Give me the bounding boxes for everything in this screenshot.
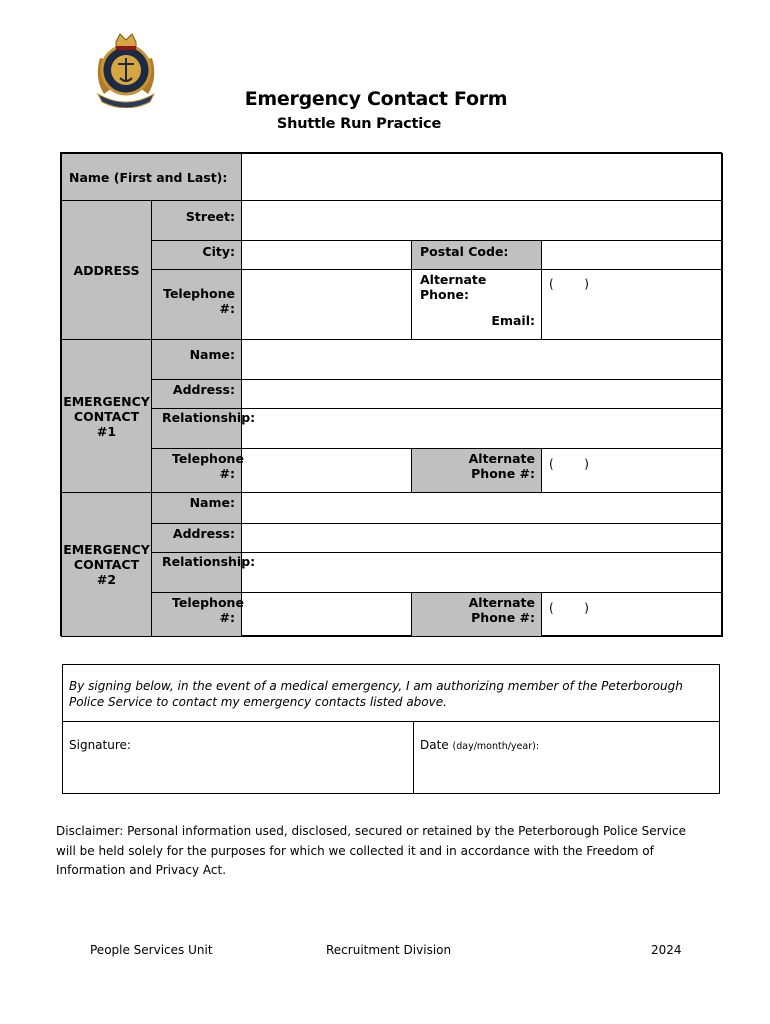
contact2-alt-phone-field[interactable] xyxy=(541,592,723,637)
date-label xyxy=(420,738,539,752)
contact2-section-label: EMERGENCY CONTACT #2 xyxy=(61,492,152,637)
page-title: Emergency Contact Form xyxy=(244,88,508,110)
date-format-hint: (day/month/year): xyxy=(452,741,540,752)
city-label: City: xyxy=(151,240,242,270)
contact1-address-label: Address: xyxy=(151,379,242,409)
contact1-relationship-label: Relationship: xyxy=(151,408,242,449)
contact2-relationship-field[interactable] xyxy=(241,552,723,593)
telephone-field[interactable] xyxy=(241,269,412,340)
email-label: Email: xyxy=(491,313,535,328)
contact1-area-code-placeholder: ( ) xyxy=(549,457,589,471)
area-code-placeholder: ( ) xyxy=(549,277,589,291)
contact2-relationship-label: Relationship: xyxy=(151,552,242,593)
consent-statement-cell xyxy=(63,665,719,722)
page-subtitle: Shuttle Run Practice xyxy=(276,116,442,132)
contact2-name-label: Name: xyxy=(151,492,242,524)
signature-field[interactable] xyxy=(63,722,414,793)
date-label-text: Date xyxy=(420,738,449,752)
contact1-name-field[interactable] xyxy=(241,339,723,380)
contact1-section-label: EMERGENCY CONTACT #1 xyxy=(61,339,152,493)
street-field[interactable] xyxy=(241,200,723,241)
contact2-area-code-placeholder: ( ) xyxy=(549,601,589,615)
contact1-address-field[interactable] xyxy=(241,379,723,409)
name-label: Name (First and Last): xyxy=(61,153,242,201)
city-field[interactable] xyxy=(241,240,412,270)
alt-phone-label: Alternate Phone: xyxy=(420,272,487,302)
name-field[interactable] xyxy=(241,153,723,201)
disclaimer-text: Disclaimer: Personal information used, disclosed, secured or retained by the Peterborough Police Service will be held solely for the purposes for which we collected it and in accordance with the Freedom of Information and Privacy Act. xyxy=(56,824,686,877)
signature-label: Signature: xyxy=(69,738,131,752)
contact2-name-field[interactable] xyxy=(241,492,723,524)
contact-form-table xyxy=(60,152,722,636)
contact2-telephone-field[interactable] xyxy=(241,592,412,637)
telephone-label: Telephone #: xyxy=(151,269,242,340)
contact2-address-field[interactable] xyxy=(241,523,723,553)
street-label: Street: xyxy=(151,200,242,241)
footer-division: Recruitment Division xyxy=(326,943,452,957)
contact2-address-label: Address: xyxy=(151,523,242,553)
contact1-relationship-field[interactable] xyxy=(241,408,723,449)
address-section-label: ADDRESS xyxy=(61,200,152,340)
alt-phone-field[interactable] xyxy=(541,269,723,340)
date-field[interactable] xyxy=(414,722,719,793)
contact1-name-label: Name: xyxy=(151,339,242,380)
consent-statement: By signing below, in the event of a medical emergency, I am authorizing member of the Peterborough Police Service to contact my emergency contacts listed above. xyxy=(69,679,683,709)
contact2-alt-phone-label: Alternate Phone #: xyxy=(411,592,542,637)
footer-unit: People Services Unit xyxy=(90,943,213,957)
alt-phone-email-label-cell xyxy=(411,269,542,340)
postal-code-field[interactable] xyxy=(541,240,723,270)
contact1-telephone-label: Telephone #: xyxy=(151,448,242,493)
postal-code-label: Postal Code: xyxy=(411,240,542,270)
contact1-alt-phone-field[interactable] xyxy=(541,448,723,493)
contact2-telephone-label: Telephone #: xyxy=(151,592,242,637)
footer-year: 2024 xyxy=(651,943,682,957)
consent-box xyxy=(62,664,720,794)
contact1-alt-phone-label: Alternate Phone #: xyxy=(411,448,542,493)
contact1-telephone-field[interactable] xyxy=(241,448,412,493)
